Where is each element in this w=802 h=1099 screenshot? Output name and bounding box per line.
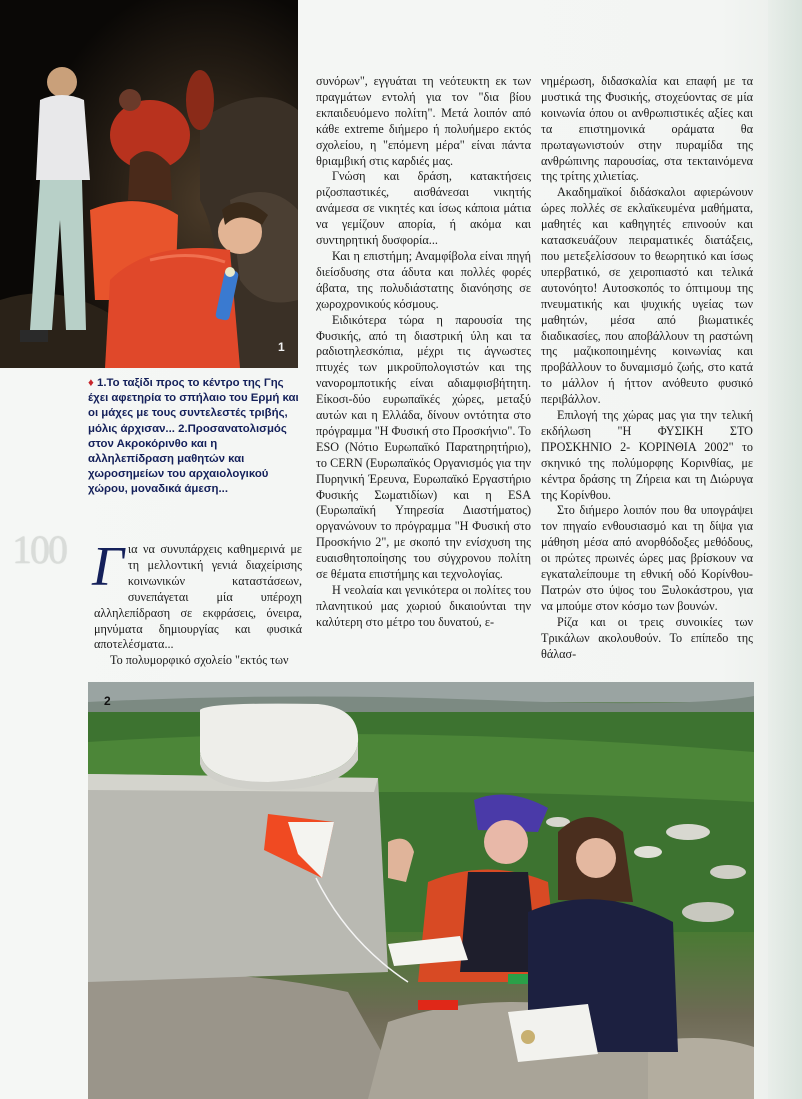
photo-cave-illustration bbox=[0, 0, 298, 368]
article-column-left bbox=[92, 536, 302, 669]
article-paragraph: Το πολυμορφικό σχολείο "εκτός των bbox=[110, 653, 289, 668]
caption-bullet-icon: ♦ bbox=[88, 377, 94, 389]
photo1-number: 1 bbox=[278, 340, 285, 354]
article-paragraph: Στο διήμερο λοιπόν που θα υπογράψει τον πηγαίο ενθουσιασμό και τη δίψα για μάθηση μέσα από ανορθόδοξες μεθόδους, οι πρώτες πρωινές ώρες μας βρίσκουν να εγκαταλείπουμε τη εθνική οδό Κορίνθου-Πατρών στο ύψος του Ξυλοκάστρου, για να μπούμε στον κόσμο των βουνών. bbox=[541, 503, 753, 613]
article-paragraph bbox=[92, 536, 302, 653]
article-paragraph: Ειδικότερα τώρα η παρουσία της Φυσικής, από τη διαστρική ύλη και τα ραδιοτηλεσκόπια, μέχρι τις άγνωστες πτυχές των μικροϋπολογιστών και της νανορομποτικής είναι αδιαμφισβήτητη. Είκοσι-δύο ευρωπαϊκές χώρες, μεταξύ αυτών και η Ελλάδα, δίνουν οντότητα στο πρόγραμμα "Η Φυσική στο Προσκήνιο". Το ESO (Νότιο Ευρωπαϊκό Παρατηρητήριο), το CERN (Ευρωπαϊκός Οργανισμός για την Πυρηνική Έρευνα, Ευρωπαϊκό Εργαστήριο Φυσικής Σωματιδίων) και η ESA (Ευρωπαϊκή Υπηρεσία Διαστήματος) οργανώνουν το πρόγραμμα "Η Φυσική στο Προσκήνιο 2", με σκοπό την ενίσχυση της ευαισθητοποίησης του σύγχρονου πολίτη σε θέματα επιστήμης και τεχνολογίας. bbox=[316, 312, 531, 582]
article-paragraph: Ρίζα και οι τρεις συνοικίες των Τρικάλων ακολουθούν. Το επίπεδο της θάλασ- bbox=[541, 614, 753, 661]
photo-orienteering-illustration bbox=[88, 682, 754, 1099]
article-paragraph: συνόρων", εγγυάται τη νεότευκτη εκ των πραγμάτων εντολή για τον "δια βίου εκπαιδευόμενο πολίτη". Μετά λοιπόν από κάθε extreme διήμερο ή πολυήμερο εκτός σχολείου, η "επόμενη μέρα" είναι πάντα θριαμβική στις καρδιές μας. bbox=[316, 74, 531, 168]
article-paragraph: Και η επιστήμη; Αναμφίβολα είναι πηγή διείσδυσης στα άδυτα και πολλές φορές άβατα, της πολυδιάστατης διανόησης σε χωροχρονικούς κόσμους. bbox=[316, 248, 531, 311]
article-paragraph: Ακαδημαϊκοί διδάσκαλοι αφιερώνουν ώρες πολλές σε εκλαϊκευμένα μαθήματα, μαθητές και καθηγητές επινοούν και κατασκευάζουν πειραματικές διατάξεις, που μετεξελίσσουν το θεωρητικό και ίσως υπερβατικό, σε χειροπιαστό και τελικά αυτονόητο! Αυτοσκοπός το όπτιμουμ της πνευματικής και ψυχικής υγείας των μαθητών, μέσα από βιωματικές διαδικασίες, που αποβάλλουν τη ραστώνη της μαζικοποιημένης κοινωνίας και προβάλλουν το δυναμισμό ζωής, στο κατά το μάλλον ή ήττον ανόθευτο φυσικό περιβάλλον. bbox=[541, 185, 753, 407]
dropcap-letter: Γ bbox=[92, 536, 124, 598]
article-column-middle bbox=[316, 74, 531, 631]
photo-orienteering-students bbox=[88, 682, 754, 1099]
page-number: 100 bbox=[12, 527, 66, 572]
article-paragraph: Γνώση και δράση, κατακτήσεις ριζοσπαστικές, αισθάνεσαι νικητής ανάμεσα σε νικητές και ίσως κάποια μάτια να γεμίζουν απορία, ή ακόμα και συντηρητική δυσφορία... bbox=[316, 169, 531, 248]
caption-text: 1.Το ταξίδι προς το κέντρο της Γης έχει αφετηρία το σπήλαιο του Ερμή και οι μάχες με τους συντελεστές τριβής, μόλις άρχισαν... 2.Προσανατολισμός στον Ακροκόρινθο και η αλληλεπίδραση μαθητών και χωροσημείων του αρχαιολογικού χώρου, μοναδικά άμεση... bbox=[88, 377, 299, 496]
photo-caption bbox=[88, 376, 302, 498]
article-paragraph: Η νεολαία και γενικότερα οι πολίτες του πλανητικού μας χωριού δικαιούνται την καλύτερη στο μέτρο του δυνατού, ε- bbox=[316, 583, 531, 629]
article-paragraph: Επιλογή της χώρας μας για την τελική εκδήλωση "Η ΦΥΣΙΚΗ ΣΤΟ ΠΡΟΣΚΗΝΙΟ 2- ΚΟΡΙΝΘΙΑ 2002" το σκηνικό της πολύμορφης Κορινθίας, με κέντρα δράσης τη Ζήρεια και τη Διώρυγα της Κορίνθου. bbox=[541, 408, 753, 502]
article-paragraph: νημέρωση, διδασκαλία και επαφή με τα μυστικά της Φυσικής, στοχεύοντας σε μία κοινωνία όπου οι ανθρωπιστικές αξίες και τα επιστημονικά οράματα θα πρωταγωνιστούν στην πυραμίδα της ανθρώπινης παρουσίας, στα τεκταινόμενα της τρίτης χιλιετίας. bbox=[541, 74, 753, 184]
page-edge-strip bbox=[768, 0, 802, 1099]
article-column-right bbox=[541, 74, 753, 663]
photo-cave-students bbox=[0, 0, 298, 368]
paragraph-text: ια να συνυπάρχεις καθημερινά με τη μελλοντική γενιά διαχείρισης κοινωνικών καταστάσεων, συνεπάγεται μία υπέροχη αλληλεπίδραση σε εκφράσεις, όνειρα, μηνύματα δημιουργίας και φυσικά αποτελέσματα... bbox=[94, 542, 302, 652]
photo2-number: 2 bbox=[104, 694, 111, 708]
